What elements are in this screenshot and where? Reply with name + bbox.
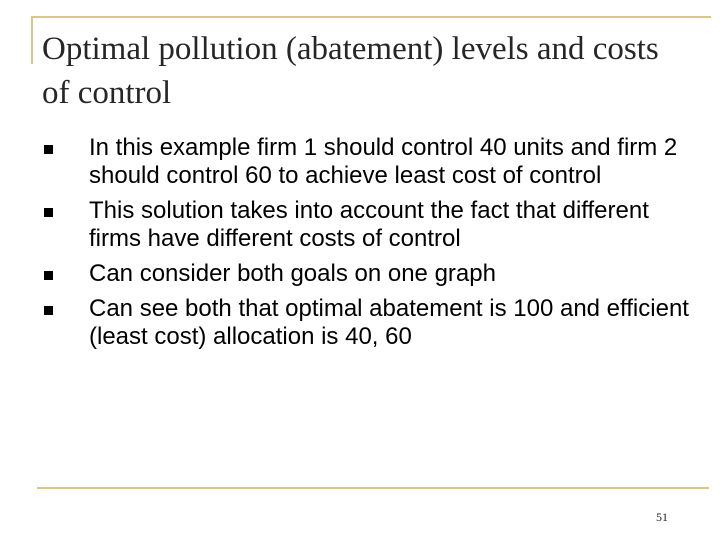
slide-title: Optimal pollution (abatement) levels and costs of control bbox=[42, 31, 659, 111]
title-accent-horizontal-rule bbox=[31, 16, 711, 18]
bullet-text: In this example firm 1 should control 40 units and firm 2 should control 60 to achieve least cost of control bbox=[89, 134, 678, 189]
bullet-text: Can consider both goals on one graph bbox=[89, 260, 496, 287]
square-bullet-icon bbox=[44, 208, 53, 217]
square-bullet-icon bbox=[44, 271, 53, 280]
bullet-item bbox=[44, 295, 694, 351]
square-bullet-icon bbox=[44, 306, 53, 315]
bullet-text: This solution takes into account the fact that different firms have different costs of control bbox=[89, 197, 649, 252]
footer-accent-rule bbox=[37, 487, 709, 489]
title-accent-vertical-rule bbox=[31, 16, 33, 64]
square-bullet-icon bbox=[44, 145, 53, 154]
bullet-text: Can see both that optimal abatement is 100 and efficient (least cost) allocation is 40, 60 bbox=[89, 295, 689, 350]
bullet-item bbox=[44, 134, 694, 190]
bullet-item bbox=[44, 197, 694, 253]
page-number: 51 bbox=[656, 510, 668, 524]
bullet-list bbox=[44, 134, 694, 358]
bullet-item bbox=[44, 260, 694, 288]
